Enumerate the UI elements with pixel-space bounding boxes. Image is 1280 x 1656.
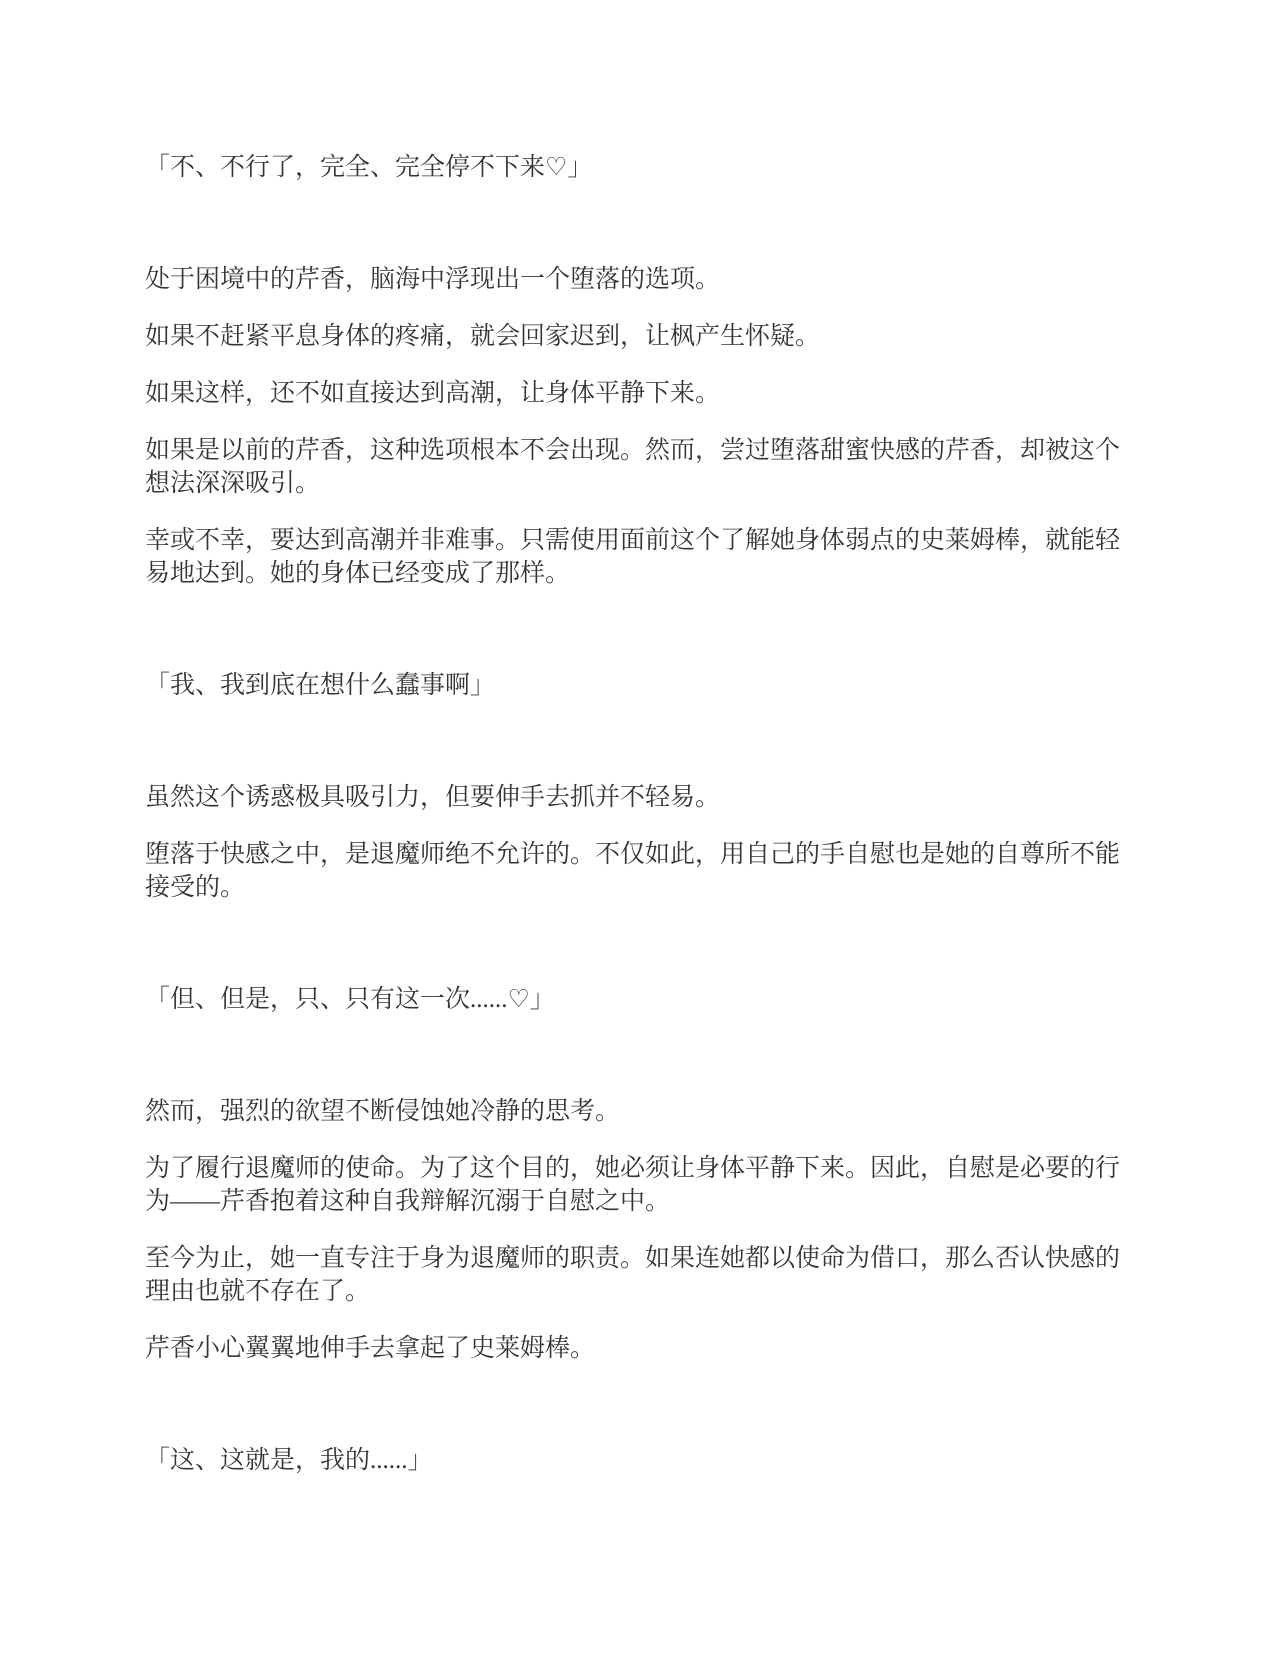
paragraph: 如果不赶紧平息身体的疼痛，就会回家迟到，让枫产生怀疑。	[145, 323, 821, 350]
paragraph: 处于困境中的芹香，脑海中浮现出一个堕落的选项。	[145, 266, 721, 293]
dialogue-quote: 「但、但是，只、只有这一次......♡」	[145, 986, 555, 1013]
paragraph: 幸或不幸，要达到高潮并非难事。只需使用面前这个了解她身体弱点的史莱姆棒，就能轻易地达到。她的身体已经变成了那样。	[145, 527, 1121, 587]
paragraph: 为了履行退魔师的使命。为了这个目的，她必须让身体平静下来。因此，自慰是必要的行为——芹香抱着这种自我辩解沉溺于自慰之中。	[145, 1155, 1121, 1215]
paragraph: 至今为止，她一直专注于身为退魔师的职责。如果连她都以使命为借口，那么否认快感的理由也就不存在了。	[145, 1245, 1121, 1305]
paragraph: 堕落于快感之中，是退魔师绝不允许的。不仅如此，用自己的手自慰也是她的自尊所不能接受的。	[145, 841, 1121, 901]
paragraph: 芹香小心翼翼地伸手去拿起了史莱姆棒。	[145, 1335, 596, 1362]
dialogue-quote: 「这、这就是，我的......」	[145, 1447, 433, 1474]
dialogue-quote: 「不、不行了，完全、完全停不下来♡」	[145, 154, 593, 181]
paragraph: 如果是以前的芹香，这种选项根本不会出现。然而，尝过堕落甜蜜快感的芹香，却被这个想法深深吸引。	[145, 437, 1121, 497]
paragraph: 如果这样，还不如直接达到高潮，让身体平静下来。	[145, 380, 721, 407]
paragraph: 虽然这个诱惑极具吸引力，但要伸手去抓并不轻易。	[145, 784, 721, 811]
dialogue-quote: 「我、我到底在想什么蠢事啊」	[145, 672, 496, 699]
paragraph: 然而，强烈的欲望不断侵蚀她冷静的思考。	[145, 1098, 621, 1125]
